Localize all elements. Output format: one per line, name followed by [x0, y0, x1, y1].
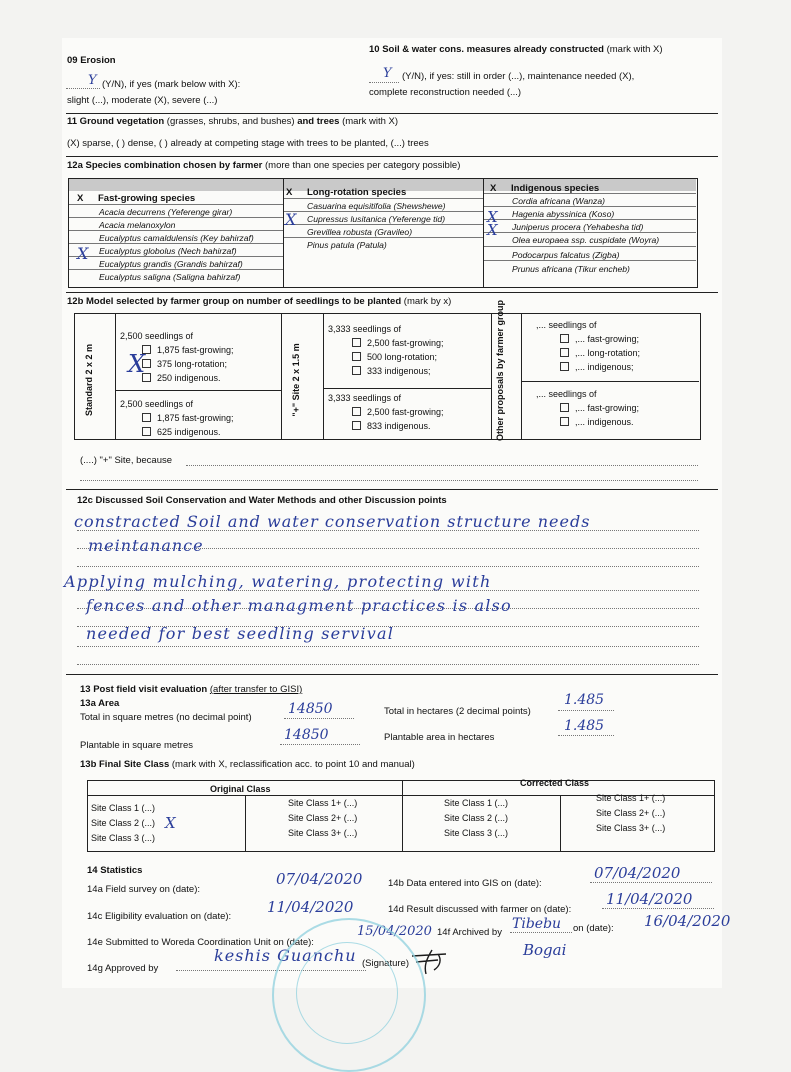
- standard-label: Standard 2 x 2 m: [84, 343, 94, 417]
- site-class-cell: Site Class 1 (...): [91, 803, 156, 813]
- model-divider: [491, 313, 492, 439]
- plus-b-2: 833 indigenous.: [352, 421, 431, 431]
- note-text: needed for best seedling servival: [86, 624, 395, 643]
- s11-title-2: (grasses, shrubs, and bushes): [166, 116, 295, 127]
- model-divider: [281, 313, 282, 439]
- std-b-2: 625 indigenous.: [142, 427, 221, 437]
- s12b-title: 12b Model selected by farmer group on number of seedlings to be planted: [67, 296, 402, 307]
- row-rule: [484, 219, 696, 220]
- archived-label: 14f Archived by: [437, 927, 502, 938]
- note-text: fences and other managment practices is also: [86, 596, 512, 615]
- corrected-class-header: Corrected Class: [520, 778, 590, 788]
- s09-answer-line: [66, 88, 100, 89]
- s10-question: (Y/N), if yes: still in order (...), maintenance needed (X),: [402, 71, 635, 82]
- site-class-cell: Site Class 1+ (...): [596, 793, 666, 803]
- field-survey-label: 14a Field survey on (date):: [87, 884, 201, 895]
- species-item: Eucalyptus globolus (Nech bahirzaf): [99, 246, 237, 256]
- note-text: meintanance: [88, 536, 204, 555]
- approved-by-name: keshis Guanchu: [214, 946, 357, 965]
- model-divider: [521, 381, 699, 382]
- submitted-date: 15/04/2020: [357, 924, 432, 939]
- fast-header: Fast-growing species: [98, 193, 196, 204]
- std-a-2: 375 long-rotation;: [142, 359, 227, 369]
- plantable-sqm-label: Plantable in square metres: [80, 740, 194, 751]
- row-rule: [69, 269, 283, 270]
- s10-answer-line: [369, 82, 399, 83]
- s12c-title: 12c Discussed Soil Conservation and Water Methods and other Discussion points: [77, 495, 447, 506]
- row-rule: [484, 232, 696, 233]
- divider: [66, 156, 718, 157]
- row-rule: [284, 237, 483, 238]
- s09-options: slight (...), moderate (X), severe (...): [67, 95, 218, 106]
- species-col-divider: [283, 178, 284, 287]
- submitted-label: 14e Submitted to Woreda Coordination Unit on (date):: [87, 937, 314, 948]
- row-rule: [69, 204, 283, 205]
- result-discussed-label: 14d Result discussed with farmer on (date):: [388, 904, 572, 915]
- because-line: [186, 465, 698, 466]
- mark-x: X: [487, 221, 498, 239]
- oth-b-1: ,... fast-growing;: [560, 403, 639, 413]
- plus-a-2: 500 long-rotation;: [352, 352, 437, 362]
- plus-a-title: 3,333 seedlings of: [328, 324, 402, 334]
- eligibility-date: 11/04/2020: [267, 898, 354, 916]
- total-sqm-label: Total in square metres (no decimal point): [80, 712, 252, 723]
- oth-a-title: ,... seedlings of: [536, 320, 597, 330]
- s11-title-wrap: [67, 116, 398, 127]
- value-line: [284, 718, 354, 719]
- oth-b-title: ,... seedlings of: [536, 389, 597, 399]
- site-class-cell: Site Class 2 (...): [91, 818, 156, 828]
- species-item: Eucalyptus camaldulensis (Key bahirzaf): [99, 233, 254, 243]
- note-text: constracted Soil and water conservation structure needs: [74, 512, 591, 531]
- plus-a-1: 2,500 fast-growing;: [352, 338, 444, 348]
- s11-title-3: and trees: [297, 116, 340, 127]
- species-item: Podocarpus falcatus (Zigba): [512, 250, 620, 260]
- s12b-title-wrap: [67, 296, 451, 307]
- species-item: Acacia melanoxylon: [99, 220, 176, 230]
- site-class-cell: Site Class 2+ (...): [288, 813, 358, 823]
- row-rule: [484, 260, 696, 261]
- site-class-cell: Site Class 3+ (...): [288, 828, 358, 838]
- site-class-cell: Site Class 1+ (...): [288, 798, 358, 808]
- s10-title-wrap: [369, 44, 663, 55]
- model-divider: [323, 388, 491, 389]
- species-item: Acacia decurrens (Yeferenge girar): [99, 207, 233, 217]
- species-item: Olea europaea ssp. cuspidate (Woyra): [512, 235, 660, 245]
- archived-date: 16/04/2020: [644, 912, 731, 930]
- s09-question: (Y/N), if yes (mark below with X):: [102, 79, 241, 90]
- species-item: Eucalyptus grandis (Grandis bahirzaf): [99, 259, 243, 269]
- note-line: [77, 566, 699, 567]
- plus-a-3: 333 indigenous;: [352, 366, 431, 376]
- row-rule: [284, 198, 483, 199]
- row-rule: [69, 230, 283, 231]
- row-rule: [484, 193, 696, 194]
- s13a-title: 13a Area: [80, 698, 120, 709]
- stamp-seal-inner: [296, 942, 398, 1044]
- row-rule: [69, 243, 283, 244]
- value-line: [602, 908, 714, 909]
- value-line: [280, 744, 360, 745]
- s13b-note: (mark with X, reclassification acc. to point 10 and manual): [171, 759, 415, 770]
- s11-title-4: (mark with X): [342, 116, 399, 127]
- mark-x: X: [487, 208, 498, 226]
- site-table-divider: [402, 780, 403, 851]
- site-class-cell: Site Class 3 (...): [444, 828, 509, 838]
- model-divider: [115, 390, 281, 391]
- s10-answer: Y: [383, 66, 392, 81]
- plantable-ha-value: 1.485: [564, 718, 605, 734]
- row-rule: [284, 211, 483, 212]
- because-line: [80, 480, 698, 481]
- row-rule: [484, 246, 696, 247]
- archived-on-label: on (date):: [573, 923, 614, 934]
- gis-entry-date: 07/04/2020: [594, 864, 681, 882]
- site-class-cell: Site Class 1 (...): [444, 798, 509, 808]
- total-sqm-value: 14850: [288, 701, 333, 717]
- model-divider: [323, 313, 324, 439]
- site-class-cell: Site Class 3+ (...): [596, 823, 666, 833]
- oth-a-2: ,... long-rotation;: [560, 348, 640, 358]
- species-item: Hagenia abyssinica (Koso): [512, 209, 615, 219]
- plus-site-label: "+" Site 2 x 1.5 m: [291, 343, 301, 417]
- site-table-divider: [560, 795, 561, 851]
- species-item: Pinus patula (Patula): [307, 240, 387, 250]
- s09-answer: Y: [88, 73, 97, 88]
- species-item: Casuarina equisitifolia (Shewshewe): [307, 201, 446, 211]
- site-class-cell: Site Class 3 (...): [91, 833, 156, 843]
- s14-title: 14 Statistics: [87, 865, 143, 876]
- total-ha-value: 1.485: [564, 692, 605, 708]
- s11-title: 11 Ground vegetation: [67, 116, 165, 127]
- species-item: Prunus africana (Tikur encheb): [512, 264, 630, 274]
- std-a-3: 250 indigenous.: [142, 373, 221, 383]
- row-rule: [69, 217, 283, 218]
- field-survey-date: 07/04/2020: [276, 870, 363, 888]
- std-b-title: 2,500 seedlings of: [120, 399, 194, 409]
- divider: [66, 292, 718, 293]
- s11-options: (X) sparse, ( ) dense, ( ) already at competing stage with trees to be planted, (...) trees: [67, 138, 429, 149]
- indig-x-header: X: [490, 183, 497, 194]
- indig-header: Indigenous species: [511, 183, 600, 194]
- std-a-title: 2,500 seedlings of: [120, 331, 194, 341]
- oth-a-3: ,... indigenous;: [560, 362, 634, 372]
- s12b-note: (mark by x): [403, 296, 452, 307]
- divider: [66, 674, 718, 675]
- approved-right-text: Bogai: [523, 941, 567, 959]
- row-rule: [284, 224, 483, 225]
- site-class-mark: X: [165, 814, 176, 832]
- signature-label: (Signature): [362, 958, 409, 969]
- note-line: [77, 646, 699, 647]
- mark-x: X: [77, 244, 89, 263]
- fast-x-header: X: [77, 193, 84, 204]
- species-item: Eucalyptus saligna (Saligna bahirzaf): [99, 272, 241, 282]
- s12a-note: (more than one species per category possible): [265, 160, 461, 171]
- model-divider: [521, 313, 522, 439]
- original-class-header: Original Class: [210, 784, 271, 794]
- plantable-sqm-value: 14850: [284, 727, 329, 743]
- plus-b-title: 3,333 seedlings of: [328, 393, 402, 403]
- s10-question-2: complete reconstruction needed (...): [369, 87, 522, 98]
- note-line: [77, 664, 699, 665]
- value-line: [558, 710, 614, 711]
- oth-a-1: ,... fast-growing;: [560, 334, 639, 344]
- gis-entry-label: 14b Data entered into GIS on (date):: [388, 878, 542, 889]
- species-item: Juniperus procera (Yehabesha tid): [512, 222, 644, 232]
- oth-b-2: ,... indigenous.: [560, 417, 634, 427]
- site-class-cell: Site Class 2+ (...): [596, 808, 666, 818]
- other-proposals-label: Other proposals by farmer group: [495, 299, 505, 441]
- long-x-header: X: [286, 187, 293, 198]
- row-rule: [69, 256, 283, 257]
- approved-label: 14g Approved by: [87, 963, 159, 974]
- plus-site-because: (....) "+" Site, because: [80, 455, 173, 466]
- mark-x: X: [285, 210, 297, 229]
- plus-b-1: 2,500 fast-growing;: [352, 407, 444, 417]
- std-b-1: 1,875 fast-growing;: [142, 413, 234, 423]
- s13-title: 13 Post field visit evaluation: [80, 684, 208, 695]
- note-text: Applying mulching, watering, protecting with: [64, 572, 492, 591]
- site-table-divider: [245, 795, 246, 851]
- s10-title: 10 Soil & water cons. measures already constructed: [369, 44, 604, 55]
- std-a-mark: X: [128, 350, 146, 378]
- s13b-title: 13b Final Site Class: [80, 759, 170, 770]
- std-a-1: 1,875 fast-growing;: [142, 345, 234, 355]
- s13-title-wrap: [80, 684, 302, 695]
- value-line: [510, 932, 572, 933]
- eligibility-label: 14c Eligibility evaluation on (date):: [87, 911, 232, 922]
- s10-note: (mark with X): [606, 44, 663, 55]
- site-class-cell: Site Class 2 (...): [444, 813, 509, 823]
- value-line: [558, 735, 614, 736]
- result-discussed-date: 11/04/2020: [606, 890, 693, 908]
- divider: [66, 489, 718, 490]
- s12a-title: 12a Species combination chosen by farmer: [67, 160, 263, 171]
- s09-title: 09 Erosion: [67, 55, 116, 66]
- species-item: Cordia africana (Wanza): [512, 196, 605, 206]
- species-item: Cupressus lusitanica (Yeferenge tid): [307, 214, 446, 224]
- s12a-title-wrap: [67, 160, 460, 171]
- s13b-title-wrap: [80, 759, 415, 770]
- species-item: Grevillea robusta (Gravileo): [307, 227, 413, 237]
- total-ha-label: Total in hectares (2 decimal points): [384, 706, 531, 717]
- divider: [66, 113, 718, 114]
- long-header: Long-rotation species: [307, 187, 407, 198]
- value-line: [590, 882, 712, 883]
- plantable-ha-label: Plantable area in hectares: [384, 732, 495, 743]
- row-rule: [484, 206, 696, 207]
- s13-title-u: (after transfer to GISI): [209, 684, 303, 695]
- archived-by-name: Tibebu: [512, 916, 562, 932]
- model-divider: [115, 313, 116, 439]
